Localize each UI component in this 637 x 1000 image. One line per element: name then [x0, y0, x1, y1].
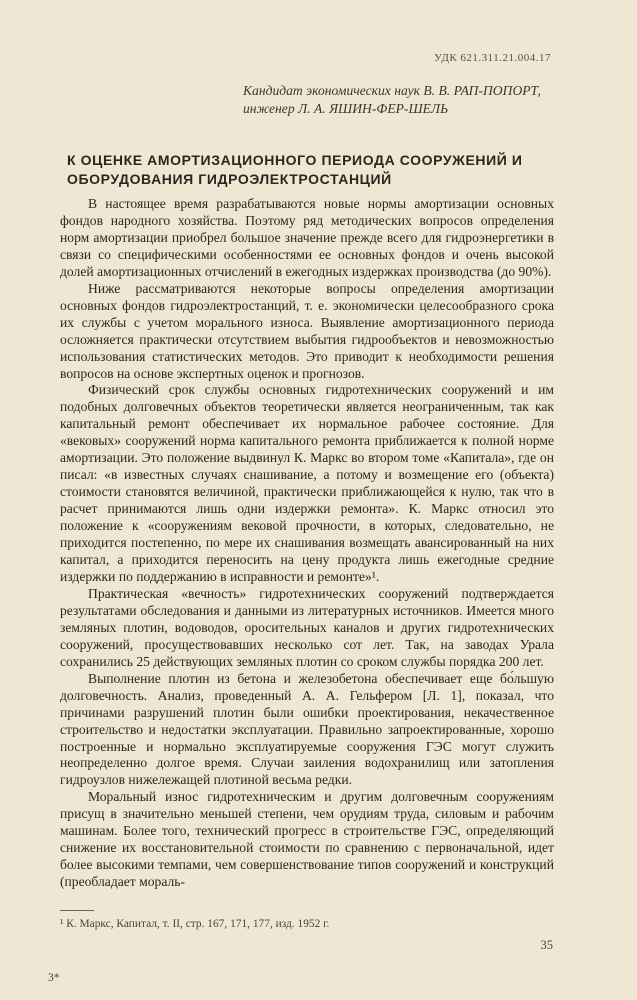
page-number: 35	[540, 938, 553, 952]
udc-code: УДК 621.311.21.004.17	[434, 52, 551, 64]
signature-mark: 3*	[48, 972, 60, 984]
paragraph: Практическая «вечность» гидротехнических сооружений подтверждается результатами обследования и данными из литературных источников. Имеется много земляных плотин, водоводов, оросительных каналов и других гидротехнических сооружений, просуществовавших несколько сот лет. Так, на заводах Урала сохранились 25 действующих земляных плотин со сроком службы порядка 200 лет.	[60, 585, 554, 669]
article-body	[60, 196, 554, 891]
paragraph: Физический срок службы основных гидротехнических сооружений и им подобных долговечных объектов теоретически является неограниченным, так как капитальный ремонт обеспечивает их нормальное рабочее состояние. Для «вековых» сооружений норма капитального ремонта приближается к полной норме амортизации. Это положение выдвинул К. Маркс во втором томе «Капитала», где он писал: «в известных случаях снашивание, а потому и возмещение его (объекта) стоимости становятся величиной, практически приближающейся к нулю, так что в расчет принимаются лишь одни издержки ремонта». К. Маркс относил это положение к «сооружениям вековой прочности, в которых, следовательно, не приходится постепенно, по мере их снашивания возмещать авансированный на них капитал, а приходится переносить на цену продукта лишь ежегодные средние издержки по поддержанию в исправности и ремонте»¹.	[60, 382, 554, 584]
paragraph: В настоящее время разрабатываются новые нормы амортизации основных фондов народного хозяйства. Поэтому ряд методических вопросов определения норм амортизации приобрел большое значение прежде всего для гидроэнергетики в связи со специфическими особенностями ее основных фондов и очень высокой долей амортизационных отчислений в ежегодных издержках производства (до 90%).	[60, 196, 554, 279]
article-title: К ОЦЕНКЕ АМОРТИЗАЦИОННОГО ПЕРИОДА СООРУЖЕНИЙ И ОБОРУДОВАНИЯ ГИДРОЭЛЕКТРОСТАНЦИЙ	[67, 152, 523, 187]
paragraph: Выполнение плотин из бетона и железобетона обеспечивает еще бо́льшую долговечность. Анализ, проведенный А. А. Гельфером [Л. 1], показал, что причинами разрушений плотин были ошибки проектирования, некачественное строительство и недостатки эксплуатации. Правильно запроектированные, хорошо построенные и нормально эксплуатируемые сооружения ГЭС могут служить неопределенно долгое время. Случаи заиления водохранилищ или затопления гидроузлов нижележащей плотиной весьма редки.	[60, 670, 554, 788]
authors-line: Кандидат экономических наук В. В. РАП-ПОПОРТ, инженер Л. А. ЯШИН-ФЕР-ШЕЛЬ	[243, 83, 541, 116]
paragraph: Моральный износ гидротехническим и другим долговечным сооружениям присущ в значительно меньшей степени, чем орудиям труда, силовым и рабочим машинам. Более того, технический прогресс в строительстве ГЭС, определяющий снижение их восстановительной стоимости по сравнению с первоначальной, идет более высокими темпами, чем совершенствование типов сооружений и конструкций (преобладает мораль-	[60, 789, 554, 890]
footnote-divider	[60, 910, 94, 911]
footnote: ¹ К. Маркс, Капитал, т. II, стр. 167, 171, 177, изд. 1952 г.	[60, 918, 330, 930]
paragraph: Ниже рассматриваются некоторые вопросы определения амортизации основных фондов гидроэлектростанций, т. е. экономически целесообразного срока их службы с учетом морального износа. Выявление амортизационного периода осложняется практически отсутствием выбытия гидрообъектов и невозможностью использования статистических методов. Это приводит к необходимости решения вопросов на основе экспертных оценок и прогнозов.	[60, 280, 554, 381]
